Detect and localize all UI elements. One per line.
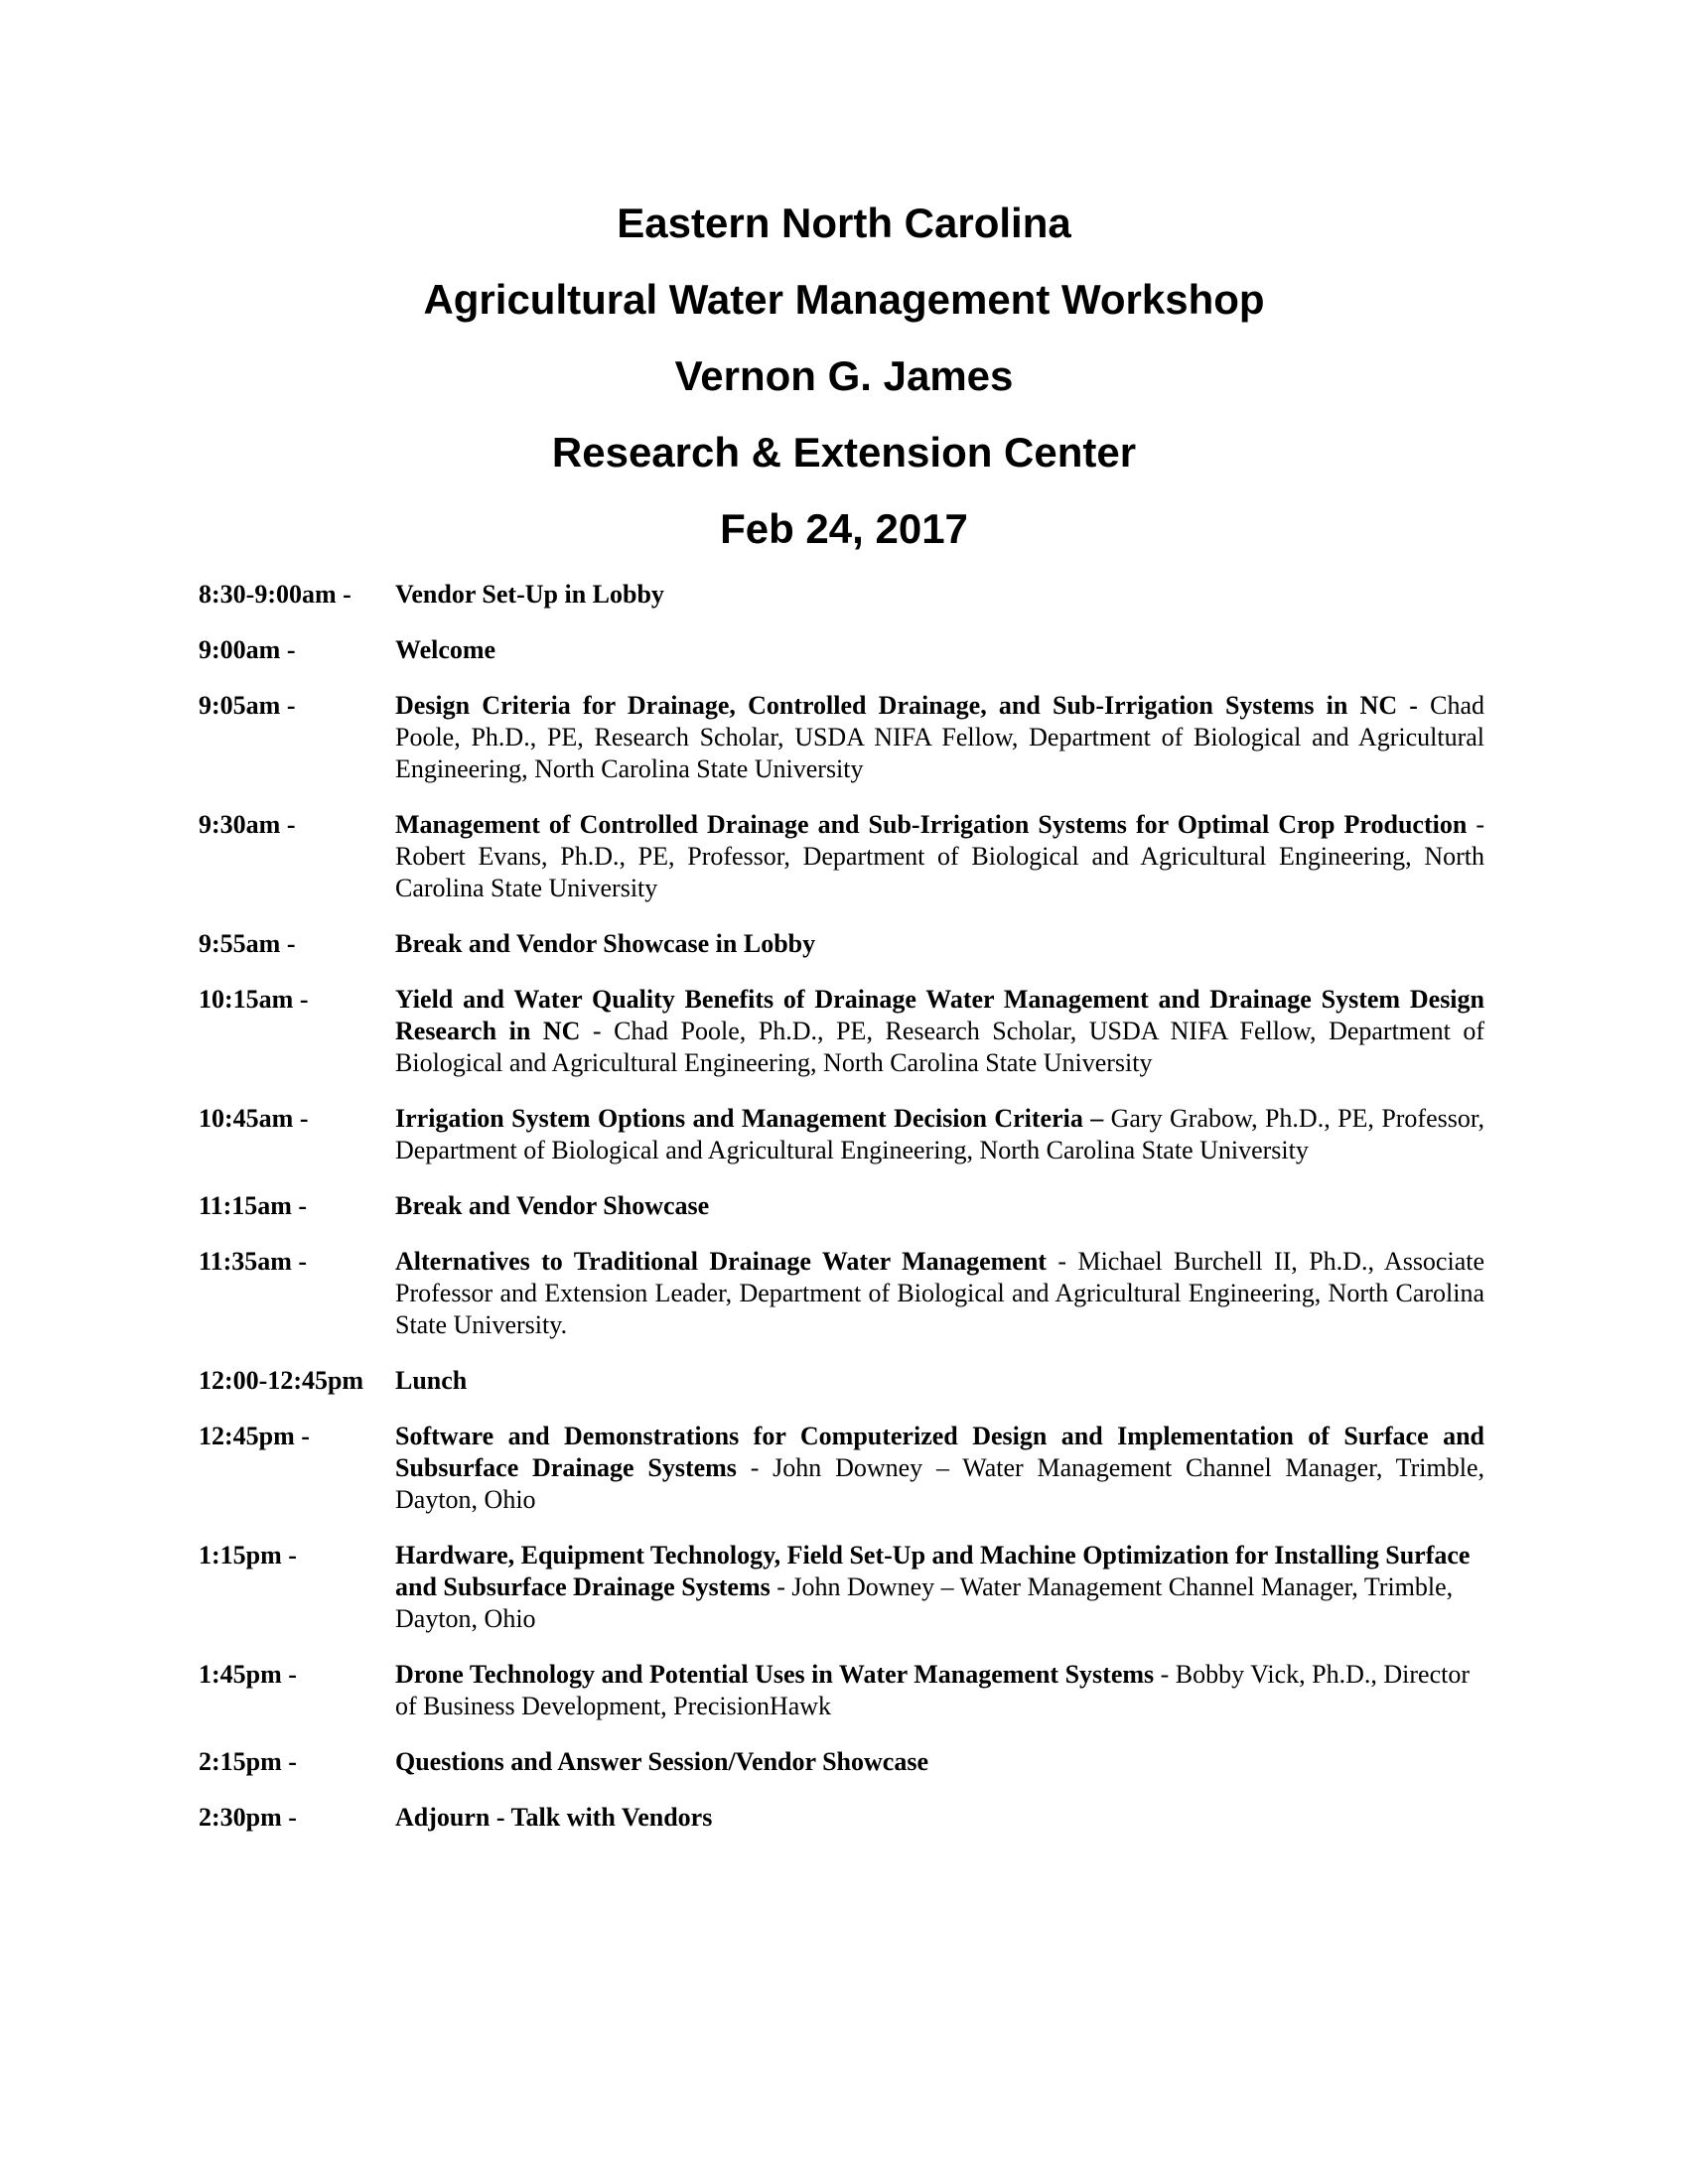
agenda-time: 8:30-9:00am - bbox=[199, 580, 352, 609]
agenda-title: Yield and Water Quality Benefits of Drainage Water Management and Drainage System Design Research in NC bbox=[395, 985, 1484, 1045]
agenda-title: Hardware, Equipment Technology, Field Set-Up and Machine Optimization for Installing Surface and Subsurface Drainage Systems bbox=[395, 1541, 1471, 1601]
agenda-speaker: - Chad Poole, Ph.D., PE, Research Scholar, USDA NIFA Fellow, Department of Biological and Agricultural Engineering, North Carolina State University bbox=[395, 1017, 1484, 1077]
agenda-title: Software and Demonstrations for Computerized Design and Implementation of Surface and Subsurface Drainage Systems bbox=[395, 1422, 1484, 1482]
agenda-speaker: - Bobby Vick, Ph.D., Director of Business Development, PrecisionHawk bbox=[395, 1660, 1471, 1720]
agenda-item bbox=[199, 1365, 1484, 1397]
agenda-time: 9:05am - bbox=[199, 691, 296, 720]
agenda-entry bbox=[395, 809, 1484, 904]
header-date: Feb 24, 2017 bbox=[720, 505, 968, 552]
agenda-entry bbox=[395, 1540, 1484, 1635]
agenda-entry bbox=[395, 579, 1484, 611]
header-venue-name: Vernon G. James bbox=[674, 352, 1014, 399]
agenda-entry bbox=[395, 1190, 1484, 1222]
agenda-item bbox=[199, 1103, 1484, 1166]
agenda-title: Break and Vendor Showcase in Lobby bbox=[395, 929, 816, 958]
agenda-speaker: Gary Grabow, Ph.D., PE, Professor, Department of Biological and Agricultural Engineering, North Carolina State University bbox=[395, 1104, 1484, 1164]
agenda-time: 9:30am - bbox=[199, 810, 296, 839]
header-region: Eastern North Carolina bbox=[617, 200, 1071, 246]
agenda-item bbox=[199, 928, 1484, 960]
agenda-item bbox=[199, 1746, 1484, 1778]
agenda-entry bbox=[395, 1365, 1484, 1397]
agenda-title: Irrigation System Options and Management Decision Criteria – bbox=[395, 1104, 1104, 1133]
agenda-title: Break and Vendor Showcase bbox=[395, 1191, 710, 1220]
agenda-speaker: Chad Poole, Ph.D., PE, Research Scholar, USDA NIFA Fellow, Department of Biological and Agricultural Engineering, North Carolina State University bbox=[395, 691, 1485, 783]
agenda-title: Alternatives to Traditional Drainage Water Management bbox=[395, 1247, 1047, 1276]
agenda-entry bbox=[395, 690, 1484, 785]
agenda-item bbox=[199, 579, 1484, 611]
agenda-title: Lunch bbox=[395, 1366, 468, 1395]
agenda-item bbox=[199, 1802, 1484, 1834]
agenda-item bbox=[199, 809, 1484, 904]
agenda-title: Adjourn - Talk with Vendors bbox=[395, 1803, 713, 1832]
agenda-entry bbox=[395, 1802, 1484, 1834]
agenda-time: 12:45pm - bbox=[199, 1422, 310, 1450]
agenda-speaker: - John Downey – Water Management Channel Manager, Trimble, Dayton, Ohio bbox=[395, 1572, 1454, 1633]
agenda-entry bbox=[395, 1103, 1484, 1166]
agenda-item bbox=[199, 1190, 1484, 1222]
agenda-time: 10:15am - bbox=[199, 985, 309, 1014]
agenda-item bbox=[199, 634, 1484, 666]
agenda-item bbox=[199, 1246, 1484, 1341]
agenda-entry bbox=[395, 634, 1484, 666]
agenda-speaker: - Michael Burchell II, Ph.D., Associate Professor and Extension Leader, Department of Biological and Agricultural Engineering, North Carolina State University. bbox=[395, 1247, 1485, 1339]
agenda-speaker: - John Downey – Water Management Channel Manager, Trimble, Dayton, Ohio bbox=[395, 1453, 1484, 1514]
agenda-time: 10:45am - bbox=[199, 1104, 309, 1133]
agenda-time: 2:15pm - bbox=[199, 1747, 297, 1776]
agenda-time: 12:00-12:45pm bbox=[199, 1366, 364, 1395]
agenda-time: 9:55am - bbox=[199, 929, 296, 958]
agenda-entry bbox=[395, 1246, 1484, 1341]
agenda-time: 11:35am - bbox=[199, 1247, 308, 1276]
agenda-time: 9:00am - bbox=[199, 635, 296, 664]
agenda-item bbox=[199, 1540, 1484, 1635]
agenda-entry bbox=[395, 1746, 1484, 1778]
agenda-title: Management of Controlled Drainage and Sub-Irrigation Systems for Optimal Crop Production bbox=[395, 810, 1468, 839]
agenda-time: 1:15pm - bbox=[199, 1541, 297, 1570]
agenda-entry bbox=[395, 1421, 1484, 1516]
agenda-list bbox=[199, 579, 1484, 1857]
document-header bbox=[0, 194, 1688, 576]
header-venue-center: Research & Extension Center bbox=[551, 429, 1137, 476]
header-event-title: Agricultural Water Management Workshop bbox=[423, 276, 1265, 323]
agenda-entry bbox=[395, 984, 1484, 1079]
agenda-title: Welcome bbox=[395, 635, 496, 664]
agenda-time: 11:15am - bbox=[199, 1191, 308, 1220]
agenda-item bbox=[199, 984, 1484, 1079]
agenda-time: 1:45pm - bbox=[199, 1660, 297, 1689]
agenda-speaker: - Robert Evans, Ph.D., PE, Professor, Department of Biological and Agricultural Engineering, North Carolina State University bbox=[395, 810, 1484, 902]
agenda-item bbox=[199, 1659, 1484, 1722]
agenda-title: Questions and Answer Session/Vendor Showcase bbox=[395, 1747, 928, 1776]
agenda-title: Vendor Set-Up in Lobby bbox=[395, 580, 664, 609]
agenda-item bbox=[199, 1421, 1484, 1516]
agenda-entry bbox=[395, 1659, 1484, 1722]
agenda-entry bbox=[395, 928, 1484, 960]
agenda-item bbox=[199, 690, 1484, 785]
agenda-time: 2:30pm - bbox=[199, 1803, 297, 1832]
agenda-title: Design Criteria for Drainage, Controlled Drainage, and Sub-Irrigation Systems in NC - bbox=[395, 691, 1418, 720]
agenda-title: Drone Technology and Potential Uses in Water Management Systems bbox=[395, 1660, 1155, 1689]
